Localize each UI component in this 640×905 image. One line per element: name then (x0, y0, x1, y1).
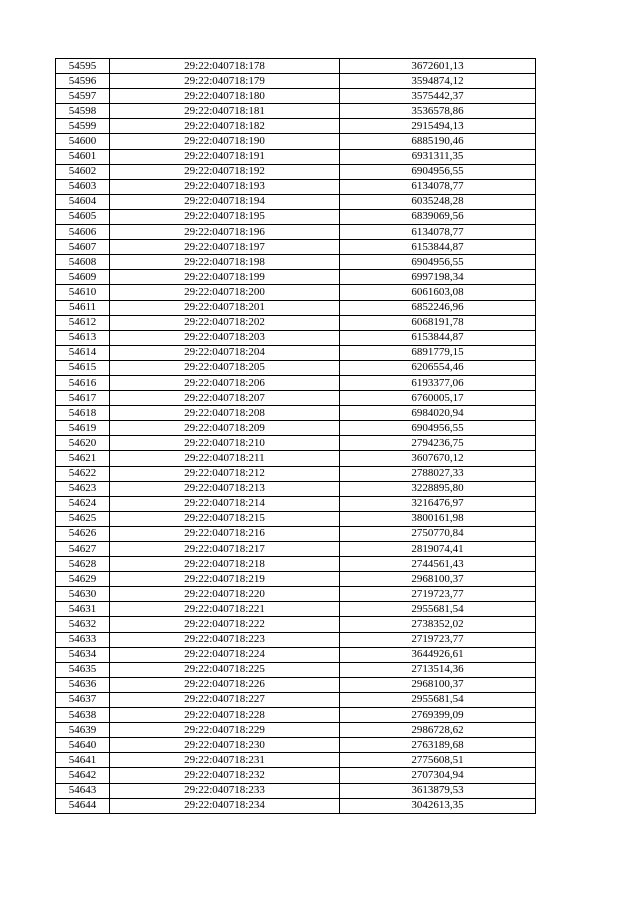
table-row (56, 481, 536, 496)
cadastral-value-cell: 6760005,17 (340, 391, 536, 406)
row-number-cell: 54627 (56, 542, 110, 557)
row-number-cell: 54639 (56, 723, 110, 738)
table-row (56, 315, 536, 330)
cadastral-value-cell: 3672601,13 (340, 59, 536, 74)
cadastral-number-cell: 29:22:040718:180 (110, 89, 340, 104)
row-number-cell: 54612 (56, 315, 110, 330)
cadastral-number-cell: 29:22:040718:209 (110, 421, 340, 436)
cadastral-value-cell: 6839069,56 (340, 209, 536, 224)
row-number-cell: 54638 (56, 708, 110, 723)
cadastral-value-cell: 6134078,77 (340, 179, 536, 194)
table-row (56, 179, 536, 194)
cadastral-number-cell: 29:22:040718:191 (110, 149, 340, 164)
cadastral-value-cell: 6931311,35 (340, 149, 536, 164)
cadastral-number-cell: 29:22:040718:190 (110, 134, 340, 149)
cadastral-number-cell: 29:22:040718:198 (110, 255, 340, 270)
cadastral-number-cell: 29:22:040718:201 (110, 300, 340, 315)
cadastral-value-cell: 6852246,96 (340, 300, 536, 315)
cadastral-value-cell: 3644926,61 (340, 647, 536, 662)
cadastral-number-cell: 29:22:040718:211 (110, 451, 340, 466)
table-row (56, 798, 536, 813)
cadastral-number-cell: 29:22:040718:182 (110, 119, 340, 134)
cadastral-number-cell: 29:22:040718:196 (110, 225, 340, 240)
row-number-cell: 54643 (56, 783, 110, 798)
cadastral-value-cell: 6891779,15 (340, 345, 536, 360)
cadastral-value-cell: 6134078,77 (340, 225, 536, 240)
cadastral-value-cell: 2744561,43 (340, 557, 536, 572)
table-row (56, 164, 536, 179)
table-row (56, 783, 536, 798)
row-number-cell: 54633 (56, 632, 110, 647)
cadastral-value-cell: 2750770,84 (340, 526, 536, 541)
cadastral-value-cell: 6885190,46 (340, 134, 536, 149)
cadastral-value-cell: 6984020,94 (340, 406, 536, 421)
cadastral-number-cell: 29:22:040718:228 (110, 708, 340, 723)
cadastral-number-cell: 29:22:040718:179 (110, 74, 340, 89)
cadastral-value-cell: 6904956,55 (340, 421, 536, 436)
cadastral-number-cell: 29:22:040718:220 (110, 587, 340, 602)
table-row (56, 602, 536, 617)
cadastral-value-cell: 2819074,41 (340, 542, 536, 557)
row-number-cell: 54603 (56, 179, 110, 194)
table-row (56, 209, 536, 224)
cadastral-number-cell: 29:22:040718:210 (110, 436, 340, 451)
cadastral-value-cell: 3536578,86 (340, 104, 536, 119)
cadastral-value-cell: 6035248,28 (340, 194, 536, 209)
cadastral-value-cell: 2707304,94 (340, 768, 536, 783)
cadastral-value-cell: 3042613,35 (340, 798, 536, 813)
cadastral-value-cell: 3216476,97 (340, 496, 536, 511)
table-row (56, 677, 536, 692)
cadastral-value-cell: 2713514,36 (340, 662, 536, 677)
row-number-cell: 54606 (56, 225, 110, 240)
cadastral-value-cell: 3800161,98 (340, 511, 536, 526)
table-row (56, 240, 536, 255)
cadastral-value-cell: 6061603,08 (340, 285, 536, 300)
cadastral-value-cell: 6193377,06 (340, 375, 536, 390)
cadastral-value-cell: 2968100,37 (340, 677, 536, 692)
row-number-cell: 54632 (56, 617, 110, 632)
table-row (56, 104, 536, 119)
row-number-cell: 54618 (56, 406, 110, 421)
row-number-cell: 54607 (56, 240, 110, 255)
row-number-cell: 54630 (56, 587, 110, 602)
table-body (56, 59, 536, 814)
table-row (56, 89, 536, 104)
row-number-cell: 54615 (56, 360, 110, 375)
table-row (56, 270, 536, 285)
cadastral-number-cell: 29:22:040718:229 (110, 723, 340, 738)
cadastral-number-cell: 29:22:040718:214 (110, 496, 340, 511)
cadastral-value-cell: 6068191,78 (340, 315, 536, 330)
cadastral-number-cell: 29:22:040718:194 (110, 194, 340, 209)
cadastral-number-cell: 29:22:040718:193 (110, 179, 340, 194)
cadastral-number-cell: 29:22:040718:204 (110, 345, 340, 360)
cadastral-value-cell: 3594874,12 (340, 74, 536, 89)
table-row (56, 753, 536, 768)
table-row (56, 451, 536, 466)
table-row (56, 345, 536, 360)
cadastral-number-cell: 29:22:040718:205 (110, 360, 340, 375)
table-row (56, 496, 536, 511)
row-number-cell: 54595 (56, 59, 110, 74)
row-number-cell: 54628 (56, 557, 110, 572)
cadastral-number-cell: 29:22:040718:219 (110, 572, 340, 587)
table-row (56, 466, 536, 481)
table-row (56, 768, 536, 783)
table-row (56, 511, 536, 526)
table-row (56, 436, 536, 451)
row-number-cell: 54640 (56, 738, 110, 753)
row-number-cell: 54600 (56, 134, 110, 149)
row-number-cell: 54608 (56, 255, 110, 270)
row-number-cell: 54622 (56, 466, 110, 481)
cadastral-value-cell: 2763189,68 (340, 738, 536, 753)
cadastral-value-cell: 2775608,51 (340, 753, 536, 768)
cadastral-number-cell: 29:22:040718:230 (110, 738, 340, 753)
cadastral-number-cell: 29:22:040718:178 (110, 59, 340, 74)
cadastral-number-cell: 29:22:040718:216 (110, 526, 340, 541)
cadastral-number-cell: 29:22:040718:231 (110, 753, 340, 768)
table-row (56, 255, 536, 270)
table-row (56, 74, 536, 89)
table-row (56, 632, 536, 647)
table-row (56, 647, 536, 662)
cadastral-number-cell: 29:22:040718:212 (110, 466, 340, 481)
row-number-cell: 54637 (56, 692, 110, 707)
cadastral-value-cell: 6153844,87 (340, 330, 536, 345)
table-row (56, 149, 536, 164)
row-number-cell: 54617 (56, 391, 110, 406)
cadastral-number-cell: 29:22:040718:218 (110, 557, 340, 572)
table-row (56, 662, 536, 677)
row-number-cell: 54635 (56, 662, 110, 677)
row-number-cell: 54596 (56, 74, 110, 89)
cadastral-value-cell: 2788027,33 (340, 466, 536, 481)
cadastral-number-cell: 29:22:040718:208 (110, 406, 340, 421)
row-number-cell: 54613 (56, 330, 110, 345)
row-number-cell: 54614 (56, 345, 110, 360)
table-row (56, 572, 536, 587)
table-row (56, 391, 536, 406)
row-number-cell: 54611 (56, 300, 110, 315)
row-number-cell: 54620 (56, 436, 110, 451)
row-number-cell: 54631 (56, 602, 110, 617)
cadastral-value-cell: 2968100,37 (340, 572, 536, 587)
table-row (56, 285, 536, 300)
table-row (56, 421, 536, 436)
cadastral-number-cell: 29:22:040718:224 (110, 647, 340, 662)
cadastral-value-cell: 3575442,37 (340, 89, 536, 104)
cadastral-value-cell: 2719723,77 (340, 632, 536, 647)
row-number-cell: 54626 (56, 526, 110, 541)
table-row (56, 526, 536, 541)
table-row (56, 375, 536, 390)
row-number-cell: 54605 (56, 209, 110, 224)
cadastral-value-cell: 6904956,55 (340, 164, 536, 179)
cadastral-number-cell: 29:22:040718:206 (110, 375, 340, 390)
row-number-cell: 54621 (56, 451, 110, 466)
cadastral-number-cell: 29:22:040718:222 (110, 617, 340, 632)
table-row (56, 360, 536, 375)
table-row (56, 708, 536, 723)
cadastral-number-cell: 29:22:040718:227 (110, 692, 340, 707)
row-number-cell: 54602 (56, 164, 110, 179)
table-row (56, 406, 536, 421)
row-number-cell: 54609 (56, 270, 110, 285)
table-row (56, 587, 536, 602)
row-number-cell: 54644 (56, 798, 110, 813)
row-number-cell: 54599 (56, 119, 110, 134)
cadastral-number-cell: 29:22:040718:232 (110, 768, 340, 783)
cadastral-number-cell: 29:22:040718:181 (110, 104, 340, 119)
row-number-cell: 54624 (56, 496, 110, 511)
cadastral-number-cell: 29:22:040718:213 (110, 481, 340, 496)
row-number-cell: 54623 (56, 481, 110, 496)
table-row (56, 225, 536, 240)
row-number-cell: 54619 (56, 421, 110, 436)
row-number-cell: 54629 (56, 572, 110, 587)
row-number-cell: 54625 (56, 511, 110, 526)
cadastral-value-cell: 6997198,34 (340, 270, 536, 285)
cadastral-value-cell: 2915494,13 (340, 119, 536, 134)
row-number-cell: 54641 (56, 753, 110, 768)
table-row (56, 723, 536, 738)
cadastral-number-cell: 29:22:040718:192 (110, 164, 340, 179)
cadastral-value-cell: 2955681,54 (340, 602, 536, 617)
cadastral-value-cell: 2986728,62 (340, 723, 536, 738)
cadastral-number-cell: 29:22:040718:199 (110, 270, 340, 285)
cadastral-number-cell: 29:22:040718:221 (110, 602, 340, 617)
cadastral-value-cell: 2769399,09 (340, 708, 536, 723)
row-number-cell: 54642 (56, 768, 110, 783)
cadastral-number-cell: 29:22:040718:207 (110, 391, 340, 406)
cadastral-number-cell: 29:22:040718:226 (110, 677, 340, 692)
cadastral-number-cell: 29:22:040718:234 (110, 798, 340, 813)
cadastral-number-cell: 29:22:040718:200 (110, 285, 340, 300)
table-row (56, 59, 536, 74)
cadastral-value-table (55, 58, 536, 814)
row-number-cell: 54598 (56, 104, 110, 119)
cadastral-number-cell: 29:22:040718:203 (110, 330, 340, 345)
table-row (56, 119, 536, 134)
cadastral-value-cell: 6206554,46 (340, 360, 536, 375)
row-number-cell: 54636 (56, 677, 110, 692)
row-number-cell: 54634 (56, 647, 110, 662)
row-number-cell: 54601 (56, 149, 110, 164)
cadastral-number-cell: 29:22:040718:233 (110, 783, 340, 798)
cadastral-value-cell: 6153844,87 (340, 240, 536, 255)
cadastral-number-cell: 29:22:040718:215 (110, 511, 340, 526)
row-number-cell: 54597 (56, 89, 110, 104)
cadastral-value-cell: 3613879,53 (340, 783, 536, 798)
cadastral-number-cell: 29:22:040718:225 (110, 662, 340, 677)
cadastral-value-cell: 3228895,80 (340, 481, 536, 496)
cadastral-number-cell: 29:22:040718:217 (110, 542, 340, 557)
table-row (56, 692, 536, 707)
cadastral-value-cell: 6904956,55 (340, 255, 536, 270)
cadastral-number-cell: 29:22:040718:197 (110, 240, 340, 255)
cadastral-value-cell: 2794236,75 (340, 436, 536, 451)
row-number-cell: 54616 (56, 375, 110, 390)
table-row (56, 557, 536, 572)
table-row (56, 134, 536, 149)
cadastral-value-cell: 2955681,54 (340, 692, 536, 707)
table-row (56, 738, 536, 753)
table-row (56, 300, 536, 315)
table-row (56, 194, 536, 209)
table-row (56, 542, 536, 557)
table-row (56, 330, 536, 345)
table-row (56, 617, 536, 632)
cadastral-value-cell: 2719723,77 (340, 587, 536, 602)
cadastral-number-cell: 29:22:040718:202 (110, 315, 340, 330)
cadastral-value-cell: 2738352,02 (340, 617, 536, 632)
cadastral-value-cell: 3607670,12 (340, 451, 536, 466)
cadastral-number-cell: 29:22:040718:223 (110, 632, 340, 647)
cadastral-number-cell: 29:22:040718:195 (110, 209, 340, 224)
row-number-cell: 54604 (56, 194, 110, 209)
row-number-cell: 54610 (56, 285, 110, 300)
